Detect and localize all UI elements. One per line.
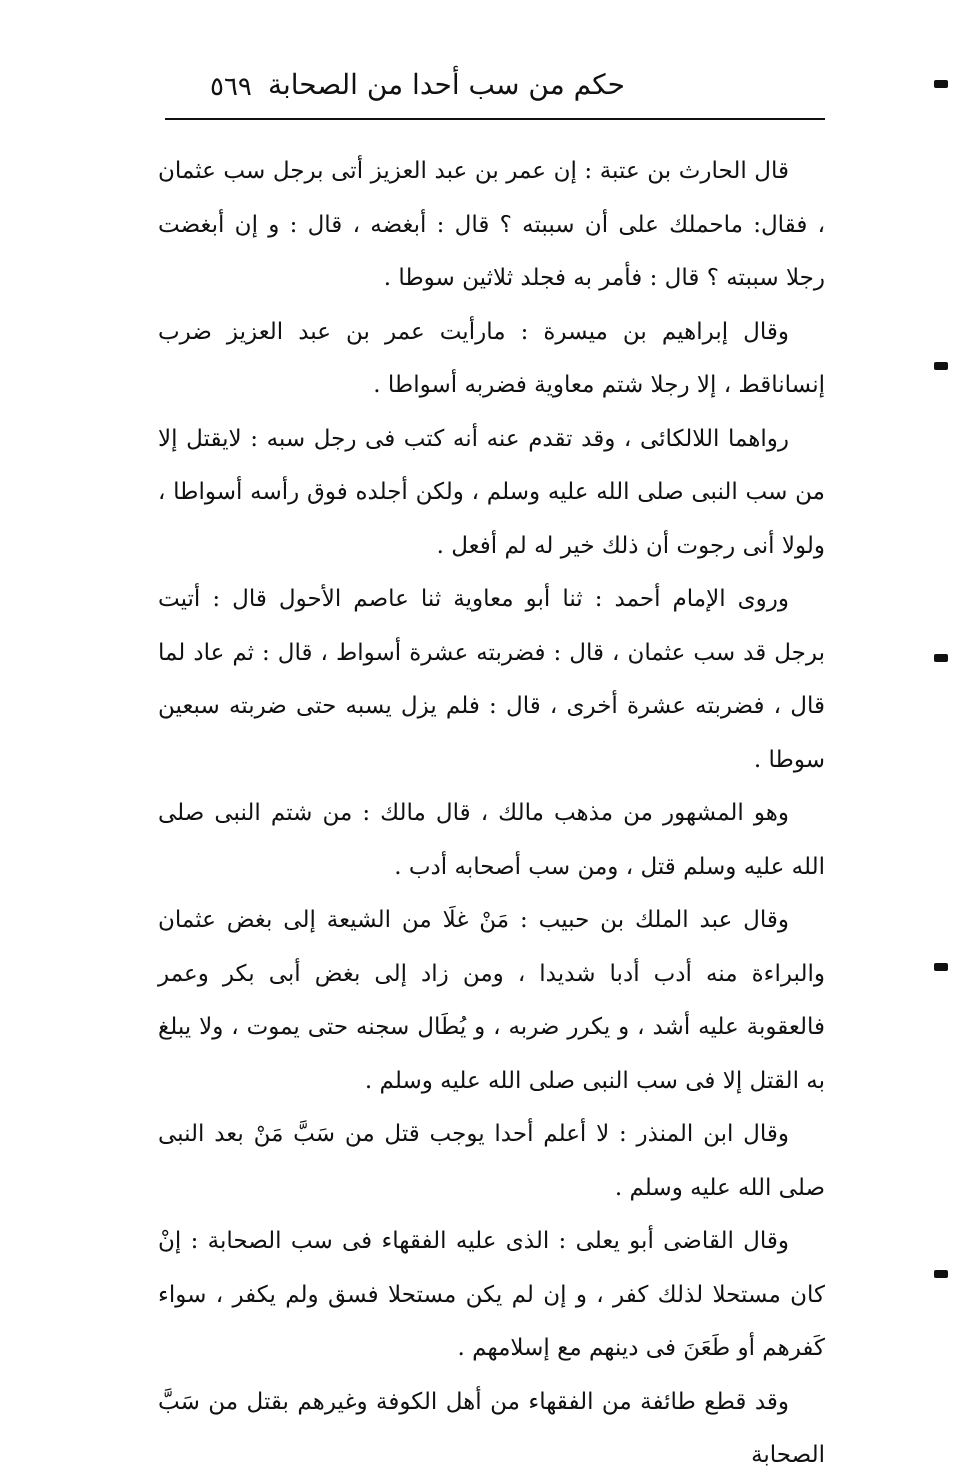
paragraph-2: وقال إبراهيم بن ميسرة : مارأيت عمر بن عبد العزيز ضرب إنساناقط ، إلا رجلا شتم معاوية فضربه أسواطا . [158, 318, 825, 398]
page-number: ٥٦٩ [210, 72, 252, 102]
paragraph-8: وقال القاضى أبو يعلى : الذى عليه الفقهاء فى سب الصحابة : إنْ كان مستحلا لذلك كفر ، و إن لم يكن مستحلا فسق ولم يكفر ، سواء كَفرهم أو طَعَنَ فى دينهم مع إسلامهم . [158, 1228, 825, 1361]
body-text [158, 145, 825, 1483]
header-rule [165, 118, 825, 120]
paragraph-4: وروى الإمام أحمد : ثنا أبو معاوية ثنا عاصم الأحول قال : أتيت برجل قد سب عثمان ، قال : فضربته عشرة أسواط ، قال : ثم عاد لما قال ، فضربته عشرة أخرى ، قال : فلم يزل يسبه حتى ضربته سبعين سوطا . [158, 586, 825, 773]
running-title: حكم من سب أحدا من الصحابة [267, 68, 625, 101]
paragraph-1: قال الحارث بن عتبة : إن عمر بن عبد العزيز أتى برجل سب عثمان ، فقال: ماحملك على أن سببته ؟ قال : أبغضه ، قال : و إن أبغضت رجلا سببته ؟ قال : فأمر به فجلد ثلاثين سوطا . [158, 158, 825, 291]
margin-mark [934, 1270, 948, 1278]
paragraph-9: وقد قطع طائفة من الفقهاء من أهل الكوفة وغيرهم بقتل من سَبَّ الصحابة [158, 1388, 825, 1468]
margin-mark [934, 963, 948, 971]
paragraph-6: وقال عبد الملك بن حبيب : مَنْ غلَا من الشيعة إلى بغض عثمان والبراءة منه أدب أدبا شديدا ، ومن زاد إلى بغض أبى بكر وعمر فالعقوبة عليه أشد ، و يكرر ضربه ، و يُطَال سجنه حتى يموت ، ولا يبلغ به القتل إلا فى سب النبى صلى الله عليه وسلم . [158, 907, 825, 1094]
margin-mark [934, 80, 948, 88]
paragraph-7: وقال ابن المنذر : لا أعلم أحدا يوجب قتل من سَبَّ مَنْ بعد النبى صلى الله عليه وسلم . [158, 1121, 825, 1201]
paragraph-3: رواهما اللالكائى ، وقد تقدم عنه أنه كتب فى رجل سبه : لايقتل إلا من سب النبى صلى الله عليه وسلم ، ولكن أجلده فوق رأسه أسواطا ، ولولا أنى رجوت أن ذلك خير له لم أفعل . [158, 425, 825, 559]
page-header [165, 68, 825, 118]
paragraph-5: وهو المشهور من مذهب مالك ، قال مالك : من شتم النبى صلى الله عليه وسلم قتل ، ومن سب أصحابه أدب . [158, 800, 825, 880]
margin-mark [934, 362, 948, 370]
margin-mark [934, 654, 948, 662]
